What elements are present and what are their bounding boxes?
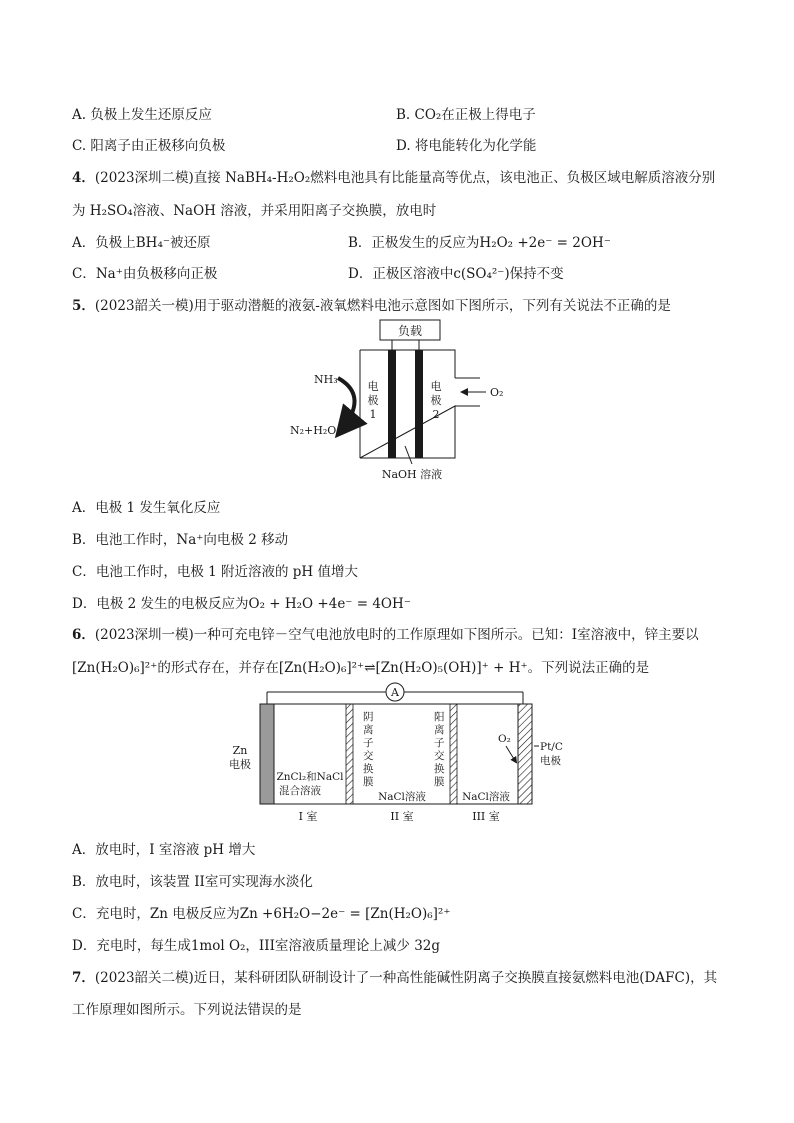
room1-solution-a: ZnCl₂和NaCl bbox=[276, 771, 344, 783]
q5-stem-text: (2023韶关一模)用于驱动潜艇的液氨-液氧燃料电池示意图如下图所示，下列有关说法不正确的是 bbox=[94, 298, 671, 314]
q6-option-d: D．充电时，每生成1mol O₂，III室溶液质量理论上减少 32g bbox=[72, 938, 441, 954]
electrode-1-label-b: 极 bbox=[367, 394, 379, 407]
o2-label: O₂ bbox=[490, 386, 504, 399]
q5-option-c: C．电池工作时，电极 1 附近溶液的 pH 值增大 bbox=[72, 564, 358, 580]
room1-solution-b: 混合溶液 bbox=[279, 785, 321, 797]
q4-stem-line-2: 为 H₂SO₄溶液、NaOH 溶液，并采用阳离子交换膜，放电时 bbox=[72, 203, 437, 219]
ptc-label-b: 电极 bbox=[540, 755, 561, 767]
ptc-label-a: Pt/C bbox=[540, 741, 563, 753]
membrane-1-label bbox=[363, 711, 374, 788]
anion-exchange-membrane bbox=[346, 704, 353, 804]
q3-option-c: C. 阳离子由正极移向负极 bbox=[72, 138, 226, 154]
membrane-2-char: 离 bbox=[434, 724, 445, 736]
q4-option-c: C．Na⁺由负极移向正极 bbox=[72, 266, 218, 282]
membrane-2-char: 交 bbox=[434, 750, 445, 762]
q5-option-a: A．电极 1 发生氧化反应 bbox=[72, 500, 221, 516]
q4-option-a: A．负极上BH₄⁻被还原 bbox=[72, 235, 211, 251]
ptc-electrode bbox=[518, 704, 532, 804]
products-label: N₂+H₂O bbox=[290, 424, 337, 437]
q6-option-b: B．放电时，该装置 II室可实现海水淡化 bbox=[72, 874, 313, 890]
membrane-1-char: 离 bbox=[363, 724, 374, 736]
q3-option-b: B. CO₂在正极上得电子 bbox=[396, 107, 536, 123]
nh3-label: NH₃ bbox=[314, 373, 338, 386]
room2-solution: NaCl溶液 bbox=[378, 791, 426, 803]
electrode-1 bbox=[388, 350, 396, 458]
zn-label-a: Zn bbox=[232, 744, 248, 757]
membrane-1-char: 膜 bbox=[363, 776, 374, 788]
ammeter-label: A bbox=[391, 686, 399, 699]
o2-label: O₂ bbox=[498, 733, 511, 745]
q5-fuel-cell-diagram bbox=[290, 316, 530, 488]
membrane-1-char: 交 bbox=[363, 750, 374, 762]
room3-label: III 室 bbox=[472, 810, 500, 823]
q7-stem-line-2: 工作原理如图所示。下列说法错误的是 bbox=[72, 1002, 302, 1018]
q6-number: 6． bbox=[72, 627, 95, 643]
membrane-2-char: 膜 bbox=[434, 776, 445, 788]
naoh-label: NaOH 溶液 bbox=[381, 468, 443, 481]
cation-exchange-membrane bbox=[450, 704, 457, 804]
q4-stem-line-1 bbox=[72, 166, 715, 186]
q4-option-d: D．正极区溶液中c(SO₄²⁻)保持不变 bbox=[348, 266, 564, 282]
q6-stem-line-1 bbox=[72, 623, 699, 643]
q4-number: 4． bbox=[72, 170, 95, 186]
zn-electrode bbox=[260, 704, 274, 804]
electrode-2-label-a: 电 bbox=[430, 380, 442, 393]
membrane-1-char: 换 bbox=[363, 763, 374, 775]
q5-stem bbox=[72, 294, 671, 314]
q5-number: 5． bbox=[72, 298, 95, 314]
q5-option-d: D．电极 2 发生的电极反应为O₂ + H₂O +4e⁻ = 4OH⁻ bbox=[72, 596, 411, 612]
load-label: 负载 bbox=[397, 324, 423, 338]
electrode-2 bbox=[415, 350, 423, 458]
q7-number: 7． bbox=[72, 970, 95, 986]
q7-stem-line-1 bbox=[72, 966, 717, 986]
q4-stem-text-1: (2023深圳二模)直接 NaBH₄-H₂O₂燃料电池具有比能量高等优点，该电池正、负极区域电解质溶液分别 bbox=[94, 170, 716, 186]
zn-label-b: 电极 bbox=[229, 758, 251, 771]
membrane-2-char: 子 bbox=[434, 737, 445, 749]
q4-option-b: B．正极发生的反应为H₂O₂ +2e⁻ = 2OH⁻ bbox=[348, 235, 611, 251]
q7-stem-text-1: (2023韶关二模)近日，某科研团队研制设计了一种高性能碱性阴离子交换膜直接氨燃料电池(DAFC)，其 bbox=[94, 970, 718, 986]
q6-option-c: C．充电时，Zn 电极反应为Zn +6H₂O−2e⁻ = [Zn(H₂O)₆]²⁺ bbox=[72, 906, 451, 922]
q5-option-b: B．电池工作时，Na⁺向电极 2 移动 bbox=[72, 532, 289, 548]
electrode-2-label-c: 2 bbox=[432, 408, 440, 421]
q3-option-d: D. 将电能转化为化学能 bbox=[396, 138, 537, 154]
q6-option-a: A．放电时，I 室溶液 pH 增大 bbox=[72, 842, 256, 858]
q3-option-a: A. 负极上发生还原反应 bbox=[72, 107, 212, 123]
membrane-2-char: 换 bbox=[434, 763, 445, 775]
membrane-1-char: 阴 bbox=[363, 711, 374, 723]
electrode-1-label-c: 1 bbox=[369, 408, 377, 421]
q6-stem-line-2: [Zn(H₂O)₆]²⁺的形式存在，并存在[Zn(H₂O)₆]²⁺⇌[Zn(H₂O)₅(OH)]⁺ + H⁺。下列说法正确的是 bbox=[72, 660, 650, 676]
electrode-2-label-b: 极 bbox=[430, 394, 442, 407]
membrane-2-label bbox=[434, 711, 445, 788]
membrane-2-char: 阳 bbox=[434, 711, 445, 723]
electrode-1-label-a: 电 bbox=[367, 380, 379, 393]
q6-stem-text-1: (2023深圳一模)一种可充电锌－空气电池放电时的工作原理如下图所示。已知：I室溶液中，锌主要以 bbox=[94, 627, 699, 643]
nh3-curved-arrow-icon bbox=[338, 378, 355, 432]
room2-label: II 室 bbox=[390, 810, 414, 823]
q6-zinc-air-cell-diagram bbox=[222, 684, 582, 826]
room3-solution: NaCl溶液 bbox=[462, 791, 510, 803]
membrane-1-char: 子 bbox=[363, 737, 374, 749]
room1-label: I 室 bbox=[298, 810, 318, 823]
